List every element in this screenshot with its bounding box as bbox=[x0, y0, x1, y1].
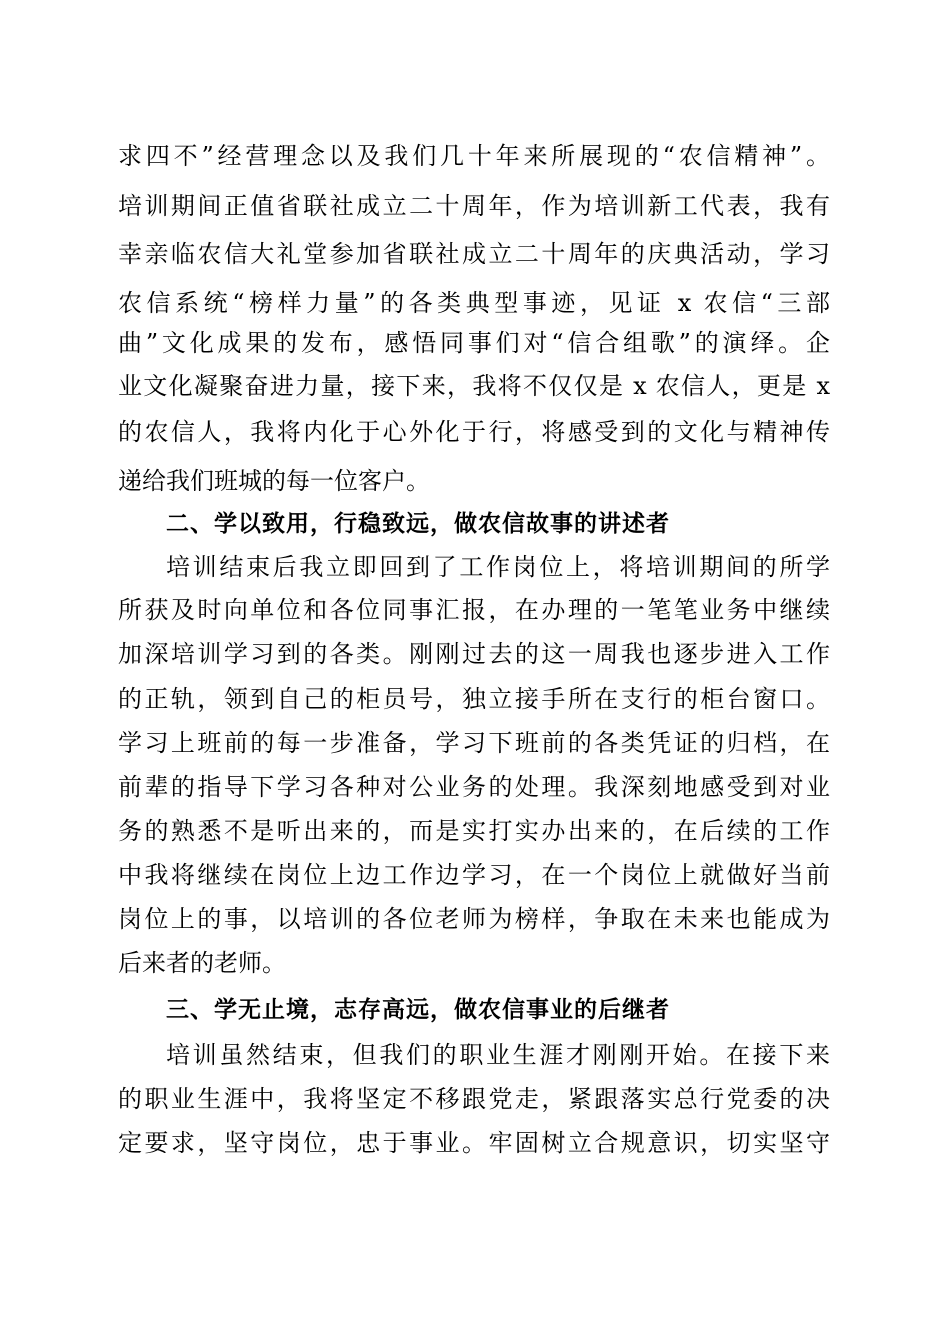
section-3-line-2: 的职业生涯中，我将坚定不移跟党走，紧跟落实总行党委的决 bbox=[118, 1085, 830, 1113]
paragraph-1-line-6: 业文化凝聚奋进力量，接下来，我将不仅仅是 x 农信人，更是 x bbox=[118, 372, 830, 400]
section-3-line-3: 定要求，坚守岗位，忠于事业。牢固树立合规意识，切实坚守 bbox=[118, 1129, 830, 1157]
section-2-line-6: 前辈的指导下学习各种对公业务的处理。我深刻地感受到对业 bbox=[118, 773, 830, 801]
section-2-line-10: 后来者的老师。 bbox=[118, 949, 286, 977]
section-2-heading: 二、学以致用，行稳致远，做农信故事的讲述者 bbox=[166, 511, 670, 537]
section-2-line-5: 学习上班前的每一步准备，学习下班前的各类凭证的归档，在 bbox=[118, 729, 830, 757]
section-2-line-1: 培训结束后我立即回到了工作岗位上，将培训期间的所学 bbox=[166, 553, 830, 581]
section-2-line-2: 所获及时向单位和各位同事汇报，在办理的一笔笔业务中继续 bbox=[118, 596, 830, 624]
section-3-line-1: 培训虽然结束，但我们的职业生涯才刚刚开始。在接下来 bbox=[166, 1041, 830, 1069]
section-3-heading: 三、学无止境，志存高远，做农信事业的后继者 bbox=[166, 997, 670, 1023]
section-2-line-8: 中我将继续在岗位上边工作边学习，在一个岗位上就做好当前 bbox=[118, 861, 830, 889]
section-2-line-3: 加深培训学习到的各类。刚刚过去的这一周我也逐步进入工作 bbox=[118, 640, 830, 668]
paragraph-1-line-8: 递给我们班城的每一位客户。 bbox=[118, 467, 430, 495]
paragraph-1-line-5: 曲”文化成果的发布，感悟同事们对“信合组歌”的演绎。企 bbox=[118, 329, 830, 357]
paragraph-1-line-3: 幸亲临农信大礼堂参加省联社成立二十周年的庆典活动，学习 bbox=[118, 240, 830, 268]
paragraph-1-line-2: 培训期间正值省联社成立二十周年，作为培训新工代表，我有 bbox=[118, 192, 830, 220]
paragraph-1-line-4: 农信系统“榜样力量”的各类典型事迹，见证 x 农信“三部 bbox=[118, 289, 830, 317]
section-2-line-9: 岗位上的事，以培训的各位老师为榜样，争取在未来也能成为 bbox=[118, 905, 830, 933]
section-2-line-7: 务的熟悉不是听出来的，而是实打实办出来的，在后续的工作 bbox=[118, 817, 830, 845]
section-2-line-4: 的正轨，领到自己的柜员号，独立接手所在支行的柜台窗口。 bbox=[118, 685, 830, 713]
paragraph-1-line-1: 求四不”经营理念以及我们几十年来所展现的“农信精神”。 bbox=[118, 142, 830, 170]
paragraph-1-line-7: 的农信人，我将内化于心外化于行，将感受到的文化与精神传 bbox=[118, 418, 830, 446]
